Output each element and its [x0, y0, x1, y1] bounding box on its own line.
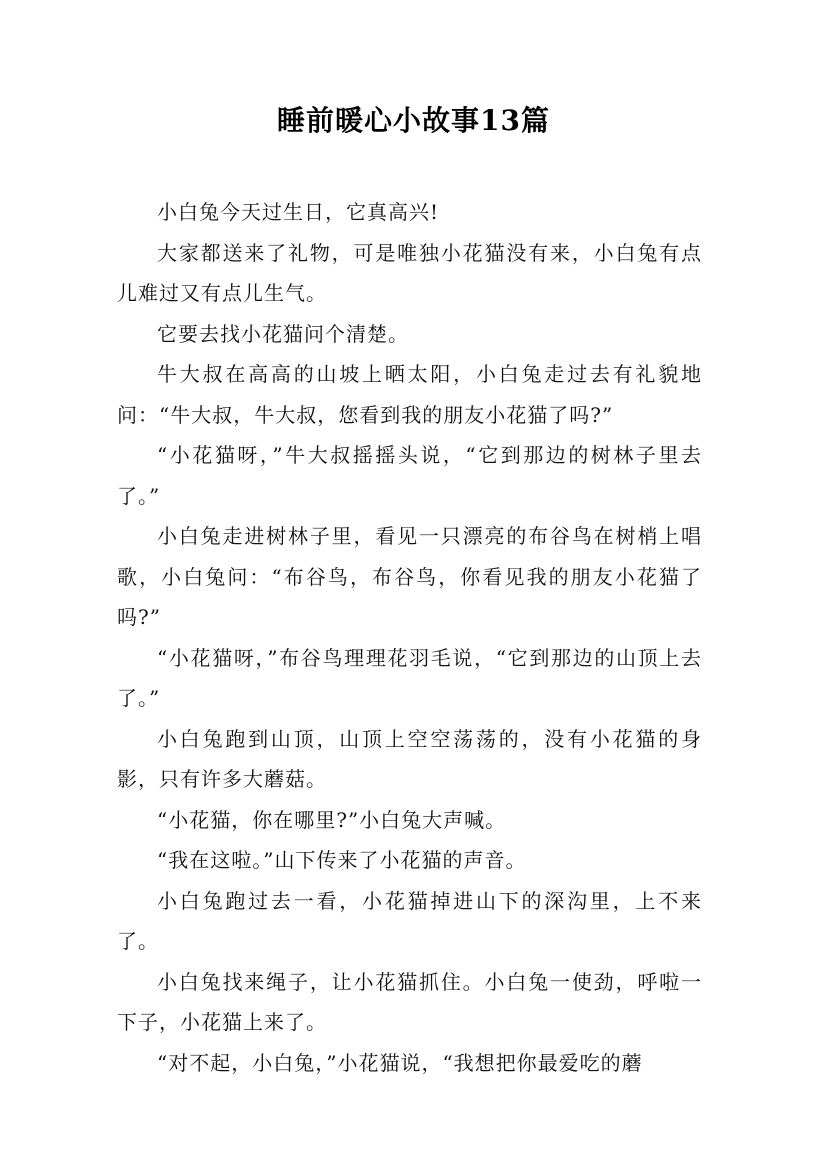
paragraph: 小白兔找来绳子，让小花猫抓住。小白兔一使劲，呼啦一下子，小花猫上来了。 [117, 969, 702, 1034]
paragraph: 小白兔走进树林子里，看见一只漂亮的布谷鸟在树梢上唱歌，小白兔问：“布谷鸟，布谷鸟，你看见我的朋友小花猫了吗?” [117, 524, 702, 629]
document-title: 睡前暖心小故事13篇 [277, 104, 550, 137]
paragraph: “我在这啦。”山下传来了小花猫的声音。 [157, 848, 527, 872]
paragraph: 小白兔跑过去一看，小花猫掉进山下的深沟里，上不来了。 [117, 888, 702, 953]
paragraph: “小花猫呀，”牛大叔摇摇头说，“它到那边的树林子里去了。” [117, 443, 702, 508]
paragraph: 它要去找小花猫问个清楚。 [157, 321, 409, 346]
paragraph: “小花猫呀，”布谷鸟理理花羽毛说，“它到那边的山顶上去了。” [117, 645, 702, 710]
paragraph: 牛大叔在高高的山坡上晒太阳，小白兔走过去有礼貌地问：“牛大叔，牛大叔，您看到我的朋友小花猫了吗?” [117, 362, 702, 427]
paragraph: “小花猫，你在哪里?”小白兔大声喊。 [157, 807, 507, 832]
paragraph: “对不起，小白兔，”小花猫说，“我想把你最爱吃的蘑 [157, 1050, 643, 1075]
story-body [117, 192, 702, 1083]
paragraph: 小白兔跑到山顶，山顶上空空荡荡的，没有小花猫的身影，只有许多大蘑菇。 [117, 726, 702, 791]
paragraph: 小白兔今天过生日，它真高兴! [157, 200, 440, 224]
paragraph: 大家都送来了礼物，可是唯独小花猫没有来，小白兔有点儿难过又有点儿生气。 [117, 240, 702, 305]
